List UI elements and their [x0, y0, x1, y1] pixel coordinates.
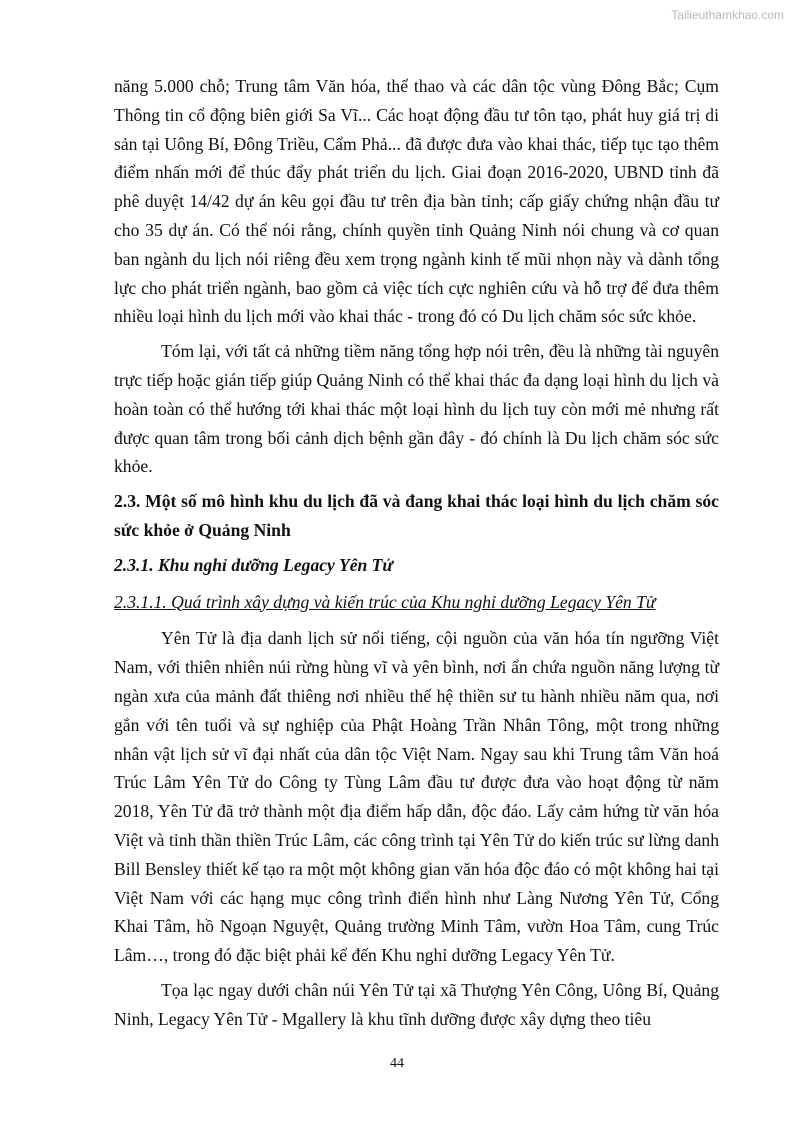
heading-2-3-1: 2.3.1. Khu nghỉ dưỡng Legacy Yên Tử — [114, 554, 393, 575]
paragraph-2: Tóm lại, với tất cả những tiềm năng tổng hợp nói trên, đều là những tài nguyên trực tiếp hoặc gián tiếp giúp Quảng Ninh có thể khai thác đa dạng loại hình du lịch và hoàn toàn có thể hướng tới khai thác một loại hình du lịch tuy còn mới mẻ nhưng rất được quan tâm trong bối cảnh dịch bệnh gần đây - đó chính là Du lịch chăm sóc sức khỏe. — [114, 341, 719, 477]
paragraph-4: Tọa lạc ngay dưới chân núi Yên Tử tại xã Thượng Yên Công, Uông Bí, Quảng Ninh, Legacy Yên Tử - Mgallery là khu tĩnh dưỡng được xây dựng theo tiêu — [114, 979, 719, 1029]
heading-2-3: 2.3. Một số mô hình khu du lịch đã và đang khai thác loại hình du lịch chăm sóc sức khỏe ở Quảng Ninh — [114, 491, 719, 540]
document-body — [114, 72, 719, 1040]
paragraph-3: Yên Tử là địa danh lịch sử nổi tiếng, cội nguồn của văn hóa tín ngưỡng Việt Nam, với thiên nhiên núi rừng hùng vĩ và yên bình, nơi ẩn chứa nguồn năng lượng từ ngàn xưa của mảnh đất thiêng nơi nhiều thế hệ thiền sư tu hành nhiều năm qua, nơi gắn với tên tuổi và sự nghiệp của Phật Hoàng Trần Nhân Tông, một trong những nhân vật lịch sử vĩ đại nhất của dân tộc Việt Nam. Ngay sau khi Trung tâm Văn hoá Trúc Lâm Yên Tử do Công ty Tùng Lâm đầu tư được đưa vào hoạt động từ năm 2018, Yên Tử đã trở thành một địa điểm hấp dẫn, độc đáo. Lấy cảm hứng từ văn hóa Việt và tinh thần thiền Trúc Lâm, các công trình tại Yên Tử do kiến trúc sư lừng danh Bill Bensley thiết kế tạo ra một một không gian văn hóa độc đáo có một không hai tại Việt Nam với các hạng mục công trình điển hình như Làng Nương Yên Tử, Cổng Khai Tâm, hồ Ngoạn Nguyệt, Quảng trường Minh Tâm, vườn Hoa Tâm, cung Trúc Lâm…, trong đó đặc biệt phải kể đến Khu nghỉ dưỡng Legacy Yên Tử. — [114, 628, 719, 966]
page-number: 44 — [390, 1056, 404, 1071]
watermark: Tailieuthamkhao.com — [671, 8, 784, 22]
heading-2-3-1-1: 2.3.1.1. Quá trình xây dựng và kiến trúc của Khu nghỉ dưỡng Legacy Yên Tử — [114, 591, 656, 612]
paragraph-1: năng 5.000 chỗ; Trung tâm Văn hóa, thể thao và các dân tộc vùng Đông Bắc; Cụm Thông tin cổ động biên giới Sa Vĩ... Các hoạt động đầu tư tôn tạo, phát huy giá trị di sản tại Uông Bí, Đông Triều, Cẩm Phả... đã được đưa vào khai thác, tiếp tục tạo thêm điểm nhấn mới để thúc đẩy phát triển du lịch. Giai đoạn 2016-2020, UBND tỉnh đã phê duyệt 14/42 dự án kêu gọi đầu tư trên địa bàn tỉnh; cấp giấy chứng nhận đầu tư cho 35 dự án. Có thể nói rằng, chính quyền tỉnh Quảng Ninh nói chung và cơ quan ban ngành du lịch nói riêng đều xem trọng ngành kinh tế mũi nhọn này và dành tổng lực cho phát triển ngành, bao gồm cả việc tích cực nghiên cứu và hỗ trợ để đưa thêm nhiều loại hình du lịch mới vào khai thác - trong đó có Du lịch chăm sóc sức khỏe. — [114, 76, 719, 327]
